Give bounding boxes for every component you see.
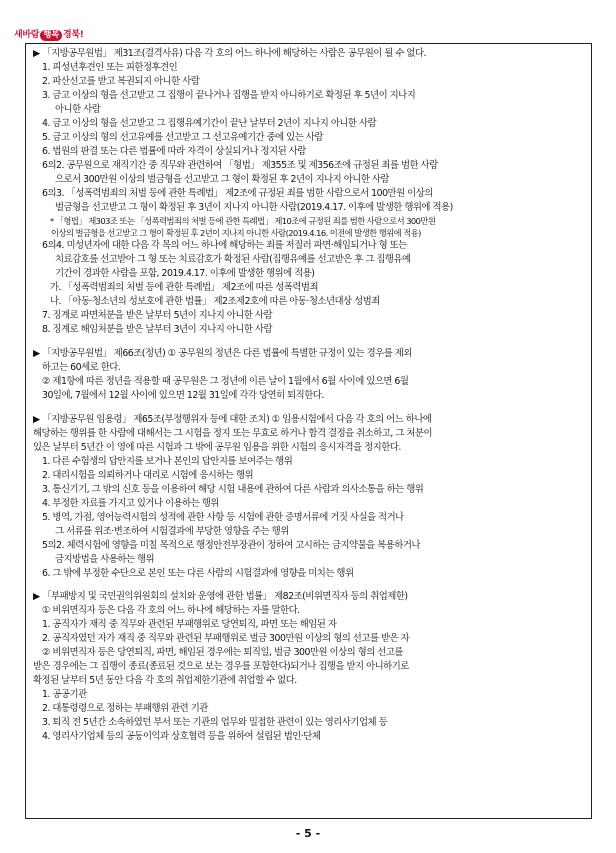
- list-item: 6의4. 미성년자에 대한 다음 각 목의 어느 하나에 해당하는 죄를 저질러 파면·해임되거나 형 또는: [42, 240, 407, 251]
- list-item: 6의2. 공무원으로 재직기간 중 직무와 관련하여 「형법」 제355조 및 제356조에 규정된 죄를 범한 사람: [42, 160, 438, 171]
- gyeongbuk-logo: [14, 22, 98, 38]
- logo-text-2: 경북!: [63, 30, 84, 40]
- list-item: 치료감호를 선고받아 그 형 또는 치료감호가 확정된 사람(집행유예를 선고받은 후 그 집행유예: [55, 254, 411, 265]
- list-item: 벌금형을 선고받고 그 형이 확정된 후 3년이 지나지 아니한 사람(2019.4.17. 이후에 발생한 행위에 적용): [55, 202, 453, 213]
- list-item: 6. 그 밖에 부정한 수단으로 본인 또는 다른 사람의 시험결과에 영향을 미치는 행위: [42, 568, 354, 579]
- list-item: 가. 「성폭력범죄의 처벌 등에 관한 특례법」 제2조에 따른 성폭력범죄: [50, 282, 318, 293]
- list-item: 1. 공직자가 재직 중 직무와 관련된 부패행위로 당연퇴직, 파면 또는 해임된 자: [42, 619, 337, 630]
- footnote: 이상의 벌금형을 선고받고 그 형이 확정된 후 2년이 지나지 아니한 사람(2019.4.16. 이전에 발생한 행위에 적용): [51, 228, 421, 238]
- footnote: * 「형법」 제303조 또는 「성폭력범죄의 처벌 등에 관한 특례법」 제10조에 규정된 죄를 범한 사람으로서 300만원: [50, 216, 436, 226]
- paragraph-line: 확정된 날부터 5년 동안 다음 각 호의 취업제한기관에 취업할 수 없다.: [33, 675, 297, 686]
- section1-title: ▶ 「지방공무원법」 제31조(결격사유) 다음 각 호의 어느 하나에 해당하는 사람은 공무원이 될 수 없다.: [33, 48, 427, 59]
- list-item: 2. 공직자였던 자가 재직 중 직무와 관련된 부패행위로 벌금 300만원 이상의 형의 선고를 받은 자: [42, 633, 410, 644]
- list-item: 5. 병역, 가점, 영어능력시험의 성적에 관한 사항 등 시험에 관한 증명서류에 거짓 사실을 적거나: [42, 512, 404, 523]
- list-item: 3. 금고 이상의 형을 선고받고 그 집행이 끝나거나 집행을 받지 아니하기로 확정된 후 5년이 지나지: [42, 90, 416, 101]
- list-item: 4. 영리사기업체 등의 공동이익과 상호협력 등을 위하여 설립된 법인·단체: [42, 731, 321, 742]
- list-item: 1. 다른 수험생의 답안지를 보거나 본인의 답안지를 보여주는 행위: [42, 456, 293, 467]
- paragraph-line: ② 비위면직자 등은 당연퇴직, 파면, 해임된 경우에는 퇴직일, 벌금 300만원 이상의 형의 선고를: [42, 647, 403, 658]
- list-item: 1. 피성년후견인 또는 피한정후견인: [42, 62, 178, 73]
- paragraph-line: 있은 날부터 5년간 이 영에 따른 시험과 그 밖에 공무원 임용을 위한 시험의 응시자격을 정지한다.: [33, 442, 401, 453]
- paragraph-line: 받은 경우에는 그 집행이 종료(종료된 것으로 보는 경우를 포함한다)되거나 집행을 받지 아니하기로: [33, 661, 409, 672]
- paragraph-line: ① 비위면직자 등은 다음 각 호의 어느 하나에 해당하는 자를 말한다.: [42, 605, 300, 616]
- paragraph-line: 30일에, 7월에서 12월 사이에 있으면 12월 31일에 각각 당연히 퇴직한다.: [42, 390, 324, 401]
- list-item: 2. 대리시험을 의뢰하거나 대리로 시험에 응시하는 행위: [42, 470, 254, 481]
- list-item: 4. 부정한 자료를 가지고 있거나 이용하는 행위: [42, 498, 219, 509]
- paragraph-line: 해당하는 행위를 한 사람에 대해서는 그 시험을 정지 또는 무효로 하거나 합격 결정을 취소하고, 그 처분이: [33, 428, 433, 439]
- logo-text-1: 새바람: [14, 30, 40, 40]
- list-item: 6의3. 「성폭력범죄의 처벌 등에 관한 특례법」 제2조에 규정된 죄를 범한 사람으로서 100만원 이상의: [42, 188, 433, 199]
- list-item: 5. 금고 이상의 형의 선고유예를 선고받고 그 선고유예기간 중에 있는 사람: [42, 132, 323, 143]
- paragraph-line: ② 제1항에 따른 정년을 적용할 때 공무원은 그 정년에 이른 날이 1월에서 6월 사이에 있으면 6월: [42, 376, 409, 387]
- paragraph-line: 하고는 60세로 한다.: [42, 362, 121, 373]
- list-item: 3. 통신기기, 그 밖의 신호 등을 이용하여 해당 시험 내용에 관하여 다른 사람과 의사소통을 하는 행위: [42, 484, 424, 495]
- list-item: 4. 금고 이상의 형을 선고받고 그 집행유예기간이 끝난 날부터 2년이 지나지 아니한 사람: [42, 118, 377, 129]
- list-item: 6. 법원의 판결 또는 다른 법률에 따라 자격이 상실되거나 정지된 사람: [42, 146, 306, 157]
- list-item: 아니한 사람: [55, 104, 101, 115]
- list-item: 8. 징계로 해임처분을 받은 날부터 3년이 지나지 아니한 사람: [42, 324, 273, 335]
- section3-title: ▶ 「지방공무원 임용령」 제65조(부정행위자 등에 대한 조치) ① 임용시험에서 다음 각 호의 어느 하나에: [33, 414, 432, 425]
- list-item: 2. 파산선고를 받고 복권되지 아니한 사람: [42, 76, 200, 87]
- list-item: 그 서류를 위조·변조하여 시험결과에 부당한 영향을 주는 행위: [55, 526, 289, 537]
- logo-heart-icon: 행복: [40, 30, 62, 41]
- section2-title: ▶ 「지방공무원법」 제66조(정년) ① 공무원의 정년은 다른 법률에 특별한 규정이 있는 경우를 제외: [33, 348, 412, 359]
- list-item: 기간이 경과한 사람을 포함, 2019.4.17. 이후에 발생한 행위에 적용): [55, 268, 315, 279]
- list-item: 5의2. 체력시험에 영향을 미칠 목적으로 행정안전부장관이 정하여 고시하는 금지약물을 복용하거나: [42, 540, 420, 551]
- list-item: 3. 퇴직 전 5년간 소속하였던 부서 또는 기관의 업무와 밀접한 관련이 있는 영리사기업체 등: [42, 717, 388, 728]
- section4-title: ▶ 「부패방지 및 국민권익위원회의 설치와 운영에 관한 법률」 제82조(비위면직자 등의 취업제한): [33, 591, 408, 602]
- list-item: 으로서 300만원 이상의 벌금형을 선고받고 그 형이 확정된 후 2년이 지나지 아니한 사람: [55, 174, 389, 185]
- list-item: 나. 「아동·청소년의 성보호에 관한 법률」 제2조제2호에 따른 아동·청소년대상 성범죄: [50, 296, 380, 307]
- list-item: 금지방법을 사용하는 행위: [55, 554, 155, 565]
- list-item: 1. 공공기관: [42, 689, 87, 700]
- notice-content: [33, 47, 588, 744]
- list-item: 2. 대통령령으로 정하는 부패행위 관련 기관: [42, 703, 208, 714]
- list-item: 7. 징계로 파면처분을 받은 날부터 5년이 지나지 아니한 사람: [42, 310, 273, 321]
- page-number: - 5 -: [295, 827, 321, 840]
